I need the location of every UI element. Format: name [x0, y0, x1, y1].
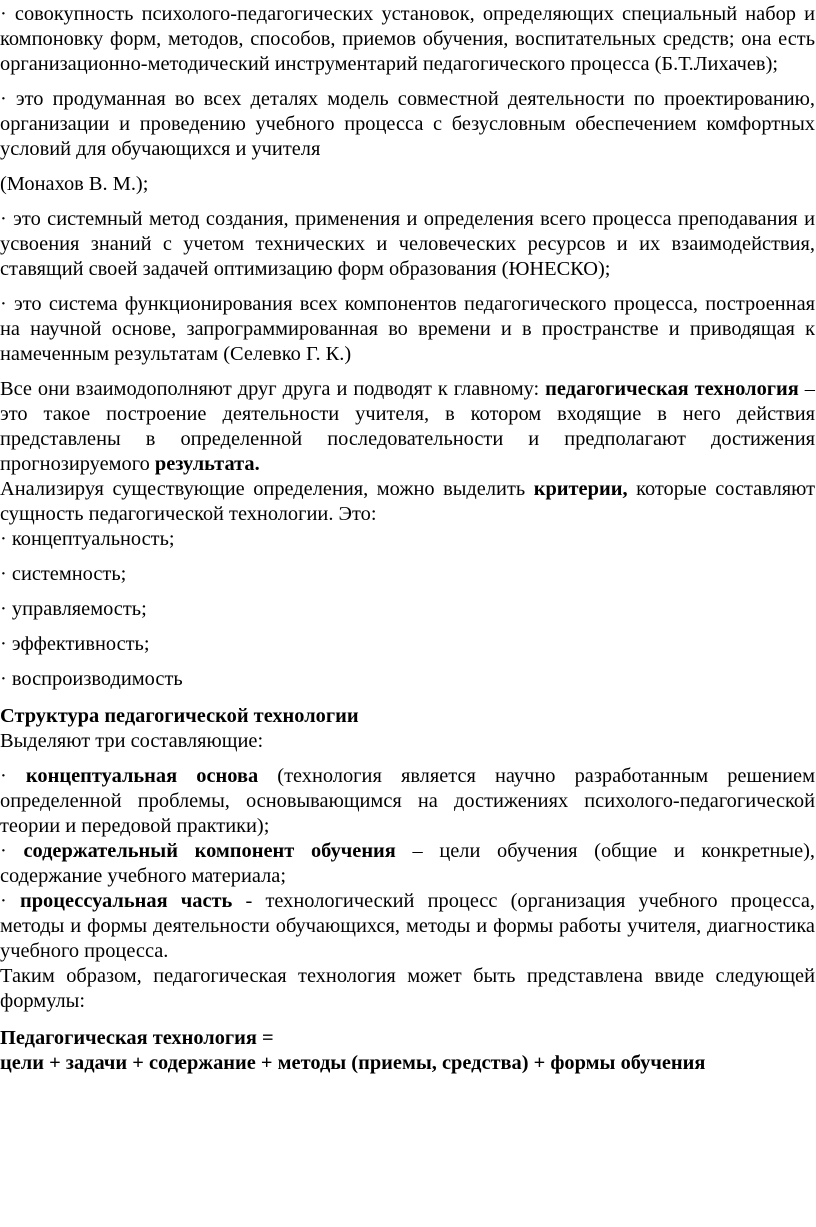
criteria-item: · концептуальность; — [0, 528, 175, 550]
definition-paragraph: · это система функционирования всех компонентов педагогического процесса, построенная на научной основе, запрограммированная во времени и в пространстве и приводящая к намеченным результатам (Селевко Г. К.) — [0, 293, 815, 365]
formula-line — [0, 1051, 815, 1076]
structure-item — [0, 839, 815, 889]
summary-paragraph — [0, 377, 815, 477]
structure-item — [0, 764, 815, 839]
definition-paragraph: · совокупность психолого-педагогических установок, определяющих специальный набор и компоновку форм, методов, способов, приемов обучения, воспитательных средств; она есть организационно-методический инструментарий педагогического процесса (Б.Т.Лихачев); — [0, 3, 815, 75]
definition-paragraph: · это системный метод создания, применения и определения всего процесса преподавания и усвоения знаний с учетом технических и человеческих ресурсов и их взаимодействия, ставящий своей задачей оптимизацию форм образования (ЮНЕСКО); — [0, 208, 815, 280]
structure-item — [0, 889, 815, 964]
criteria-intro-text: которые составляют сущность педагогической технологии. Это: — [0, 478, 816, 525]
formula-text: Педагогическая технология = — [0, 1027, 274, 1049]
structure-text: – цели обучения (общие и конкретные), содержание учебного материала; — [0, 840, 816, 887]
summary-text: – это такое построение деятельности учителя, в котором входящие в него действия представлены в определенной последовательности и предполагают достижения прогнозируемого — [0, 378, 815, 475]
structure-text: (технология является научно разработанным решением определенной проблемы, основывающимся на достижениях психолого-педагогической теории и передовой практики); — [0, 765, 815, 837]
summary-term: педагогическая технология — [545, 378, 799, 400]
structure-term: процессуальная часть — [19, 890, 233, 912]
summary-term: результата. — [154, 453, 260, 475]
structure-text: - технологический процесс (организация учебного процесса, методы и формы деятельности обучающихся, методы и формы работы учителя, диагностика учебного процесса. — [0, 890, 816, 962]
criteria-item: · эффективность; — [0, 633, 150, 655]
conclusion-paragraph: Таким образом, педагогическая технология может быть представлена ввиде следующей формулы: — [0, 965, 815, 1012]
structure-bullet: · — [0, 840, 24, 862]
section-intro: Выделяют три составляющие: — [0, 730, 264, 752]
structure-term: содержательный компонент обучения — [23, 840, 396, 862]
definition-attribution: (Монахов В. М.); — [0, 173, 149, 195]
section-heading — [0, 704, 815, 729]
formula-text: цели + задачи + содержание + методы (приемы, средства) + формы обучения — [0, 1052, 706, 1074]
structure-bullet: · — [0, 765, 26, 787]
criteria-intro — [0, 477, 815, 527]
criteria-intro-text: Анализируя существующие определения, можно выделить — [0, 478, 534, 500]
criteria-term: критерии, — [533, 478, 628, 500]
criteria-item: · управляемость; — [0, 598, 147, 620]
criteria-item: · воспроизводимость — [0, 668, 183, 690]
section-heading-text: Структура педагогической технологии — [0, 705, 359, 727]
criteria-item: · системность; — [0, 563, 127, 585]
summary-text: Все они взаимодополняют друг друга и подводят к главному: — [0, 378, 546, 400]
formula-line — [0, 1026, 815, 1051]
structure-bullet: · — [0, 890, 20, 912]
definition-paragraph: · это продуманная во всех деталях модель совместной деятельности по проектированию, организации и проведению учебного процесса с безусловным обеспечением комфортных условий для обучающихся и учителя — [0, 88, 815, 160]
structure-term: концептуальная основа — [25, 765, 259, 787]
